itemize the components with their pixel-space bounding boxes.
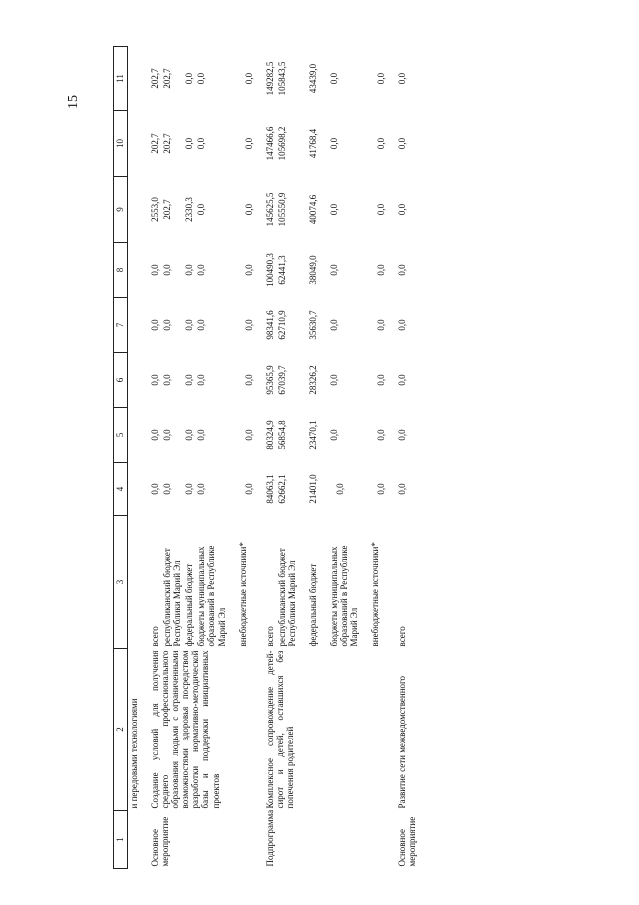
value-cell: 0,0 — [329, 319, 340, 331]
column-number: 5 — [114, 408, 128, 463]
value-cell: 0,0 — [196, 72, 207, 85]
value-cell: 0,0 — [243, 72, 254, 85]
value-cell: 67039,7 — [276, 365, 287, 395]
value-cell — [128, 463, 141, 516]
page-number: 15 — [66, 95, 81, 109]
table-row — [255, 47, 276, 869]
value-cell: 149282,5 — [264, 61, 275, 96]
program-type: Основное мероприятие — [150, 816, 171, 867]
value-cell — [128, 298, 141, 353]
value-cell: 0,0 — [196, 137, 207, 150]
column-number: 6 — [114, 353, 128, 408]
value-cell: 145625,5 — [264, 192, 275, 227]
program-type: Подпрограмма — [264, 809, 275, 867]
value-cell: 0,0 — [162, 264, 173, 276]
funding-source: внебюджетные источники* — [237, 542, 248, 647]
value-cell: 40074,6 — [307, 194, 318, 225]
funding-source: республиканский бюджет Республики Марий Эл — [162, 548, 183, 647]
value-cell: 0,0 — [329, 203, 340, 216]
table-row — [140, 47, 161, 869]
value-cell: 202,7 — [162, 199, 173, 220]
value-cell: 0,0 — [162, 429, 173, 441]
value-cell: 98341,6 — [264, 310, 275, 340]
value-cell: 84063,1 — [264, 474, 275, 504]
value-cell: 0,0 — [196, 264, 207, 276]
value-cell: 100490,3 — [264, 253, 275, 287]
value-cell: 0,0 — [376, 319, 387, 331]
value-cell: 0,0 — [397, 483, 408, 495]
value-cell: 0,0 — [184, 264, 195, 276]
value-cell: 0,0 — [196, 374, 207, 386]
funding-source: бюджеты муниципальных образований в Республике Марий Эл — [329, 545, 360, 647]
value-cell: 2553,0 — [150, 197, 161, 222]
value-cell: 0,0 — [184, 319, 195, 331]
funding-source: всего — [264, 626, 275, 647]
funding-source: всего — [397, 626, 408, 647]
value-cell: 0,0 — [184, 137, 195, 150]
value-cell: 105843,5 — [276, 61, 287, 96]
column-number-row — [114, 47, 128, 869]
value-cell: 0,0 — [150, 264, 161, 276]
value-cell: 0,0 — [397, 72, 408, 85]
column-number: 1 — [114, 811, 128, 869]
funding-source: внебюджетные источники* — [370, 542, 381, 647]
funding-source: бюджеты муниципальных образований в Республике Марий Эл — [196, 545, 227, 647]
value-cell: 62710,9 — [276, 310, 287, 340]
value-cell — [128, 111, 141, 177]
column-number: 11 — [114, 47, 128, 111]
value-cell: 0,0 — [184, 374, 195, 386]
value-cell: 0,0 — [196, 429, 207, 441]
value-cell: 0,0 — [162, 483, 173, 495]
value-cell: 0,0 — [150, 483, 161, 495]
value-cell: 202,7 — [162, 68, 173, 89]
program-name: Создание условий для получения среднего профессионального образования людьми с ограниченными возможностями здоровья посредством разработки нормативно-методической базы и поддержки инициативных проектов — [150, 650, 221, 809]
column-number: 8 — [114, 243, 128, 298]
column-number: 9 — [114, 177, 128, 243]
program-name: Комплексное сопровождение детей-сирот и детей, оставшихся без попечения родителей — [264, 650, 295, 809]
value-cell: 0,0 — [243, 203, 254, 216]
value-cell: 0,0 — [329, 429, 340, 441]
value-cell: 0,0 — [184, 72, 195, 85]
value-cell: 21401,0 — [307, 474, 318, 504]
value-cell: 0,0 — [243, 137, 254, 150]
value-cell: 0,0 — [196, 319, 207, 331]
value-cell: 0,0 — [243, 483, 254, 495]
funding-source: федеральный бюджет — [307, 563, 318, 647]
value-cell: 0,0 — [329, 137, 340, 150]
value-cell: 0,0 — [150, 319, 161, 331]
value-cell: 0,0 — [243, 264, 254, 276]
value-cell: 35630,7 — [307, 310, 318, 340]
column-number: 4 — [114, 463, 128, 516]
program-name: Развитие сети межведомственного — [397, 675, 408, 809]
column-number: 7 — [114, 298, 128, 353]
value-cell: 202,7 — [150, 133, 161, 154]
value-cell: 28326,2 — [307, 365, 318, 395]
value-cell: 0,0 — [376, 72, 387, 85]
value-cell — [128, 47, 141, 111]
value-cell: 0,0 — [329, 264, 340, 276]
value-cell — [128, 243, 141, 298]
value-cell: 0,0 — [329, 374, 340, 386]
value-cell: 147466,6 — [264, 126, 275, 161]
value-cell: 0,0 — [397, 264, 408, 276]
value-cell: 0,0 — [196, 483, 207, 495]
value-cell: 0,0 — [397, 374, 408, 386]
value-cell: 0,0 — [150, 374, 161, 386]
value-cell: 202,7 — [162, 133, 173, 154]
value-cell: 62662,1 — [276, 474, 287, 504]
value-cell: 56854,8 — [276, 420, 287, 450]
budget-table — [113, 46, 419, 869]
value-cell: 80324,9 — [264, 420, 275, 450]
value-cell: 0,0 — [376, 137, 387, 150]
value-cell: 0,0 — [243, 429, 254, 441]
funding-source: республиканский бюджет Республики Марий Эл — [276, 548, 297, 647]
value-cell — [128, 177, 141, 243]
funding-source — [128, 516, 141, 649]
value-cell — [128, 353, 141, 408]
column-number: 10 — [114, 111, 128, 177]
table-row — [128, 47, 141, 869]
value-cell: 0,0 — [162, 319, 173, 331]
value-cell: 0,0 — [335, 483, 346, 495]
value-cell: 95365,9 — [264, 365, 275, 395]
value-cell: 0,0 — [329, 72, 340, 85]
value-cell: 0,0 — [376, 374, 387, 386]
value-cell: 38049,0 — [307, 255, 318, 285]
value-cell — [128, 408, 141, 463]
value-cell: 0,0 — [162, 374, 173, 386]
value-cell: 2330,3 — [184, 197, 195, 222]
column-number: 3 — [114, 516, 128, 649]
value-cell: 0,0 — [184, 483, 195, 495]
value-cell: 0,0 — [376, 483, 387, 495]
value-cell: 202,7 — [150, 68, 161, 89]
value-cell: 23470,1 — [307, 420, 318, 450]
program-type: Основное мероприятие — [397, 816, 418, 867]
value-cell: 0,0 — [397, 137, 408, 150]
column-number: 2 — [114, 649, 128, 811]
value-cell: 0,0 — [397, 429, 408, 441]
value-cell: 0,0 — [376, 203, 387, 216]
value-cell: 0,0 — [376, 264, 387, 276]
program-type — [128, 811, 141, 869]
value-cell: 62441,3 — [276, 255, 287, 285]
value-cell: 0,0 — [397, 203, 408, 216]
table-row — [387, 47, 419, 869]
value-cell: 0,0 — [150, 429, 161, 441]
value-cell: 41768,4 — [307, 128, 318, 159]
value-cell: 0,0 — [243, 374, 254, 386]
program-name: и передовыми технологиями — [129, 698, 139, 809]
value-cell: 0,0 — [184, 429, 195, 441]
value-cell: 0,0 — [376, 429, 387, 441]
funding-source: федеральный бюджет — [184, 563, 195, 647]
value-cell: 0,0 — [196, 203, 207, 216]
value-cell: 105550,9 — [276, 192, 287, 227]
value-cell: 0,0 — [397, 319, 408, 331]
value-cell: 105698,2 — [276, 126, 287, 161]
funding-source: всего — [150, 626, 161, 647]
value-cell: 43439,0 — [307, 63, 318, 94]
value-cell: 0,0 — [243, 319, 254, 331]
